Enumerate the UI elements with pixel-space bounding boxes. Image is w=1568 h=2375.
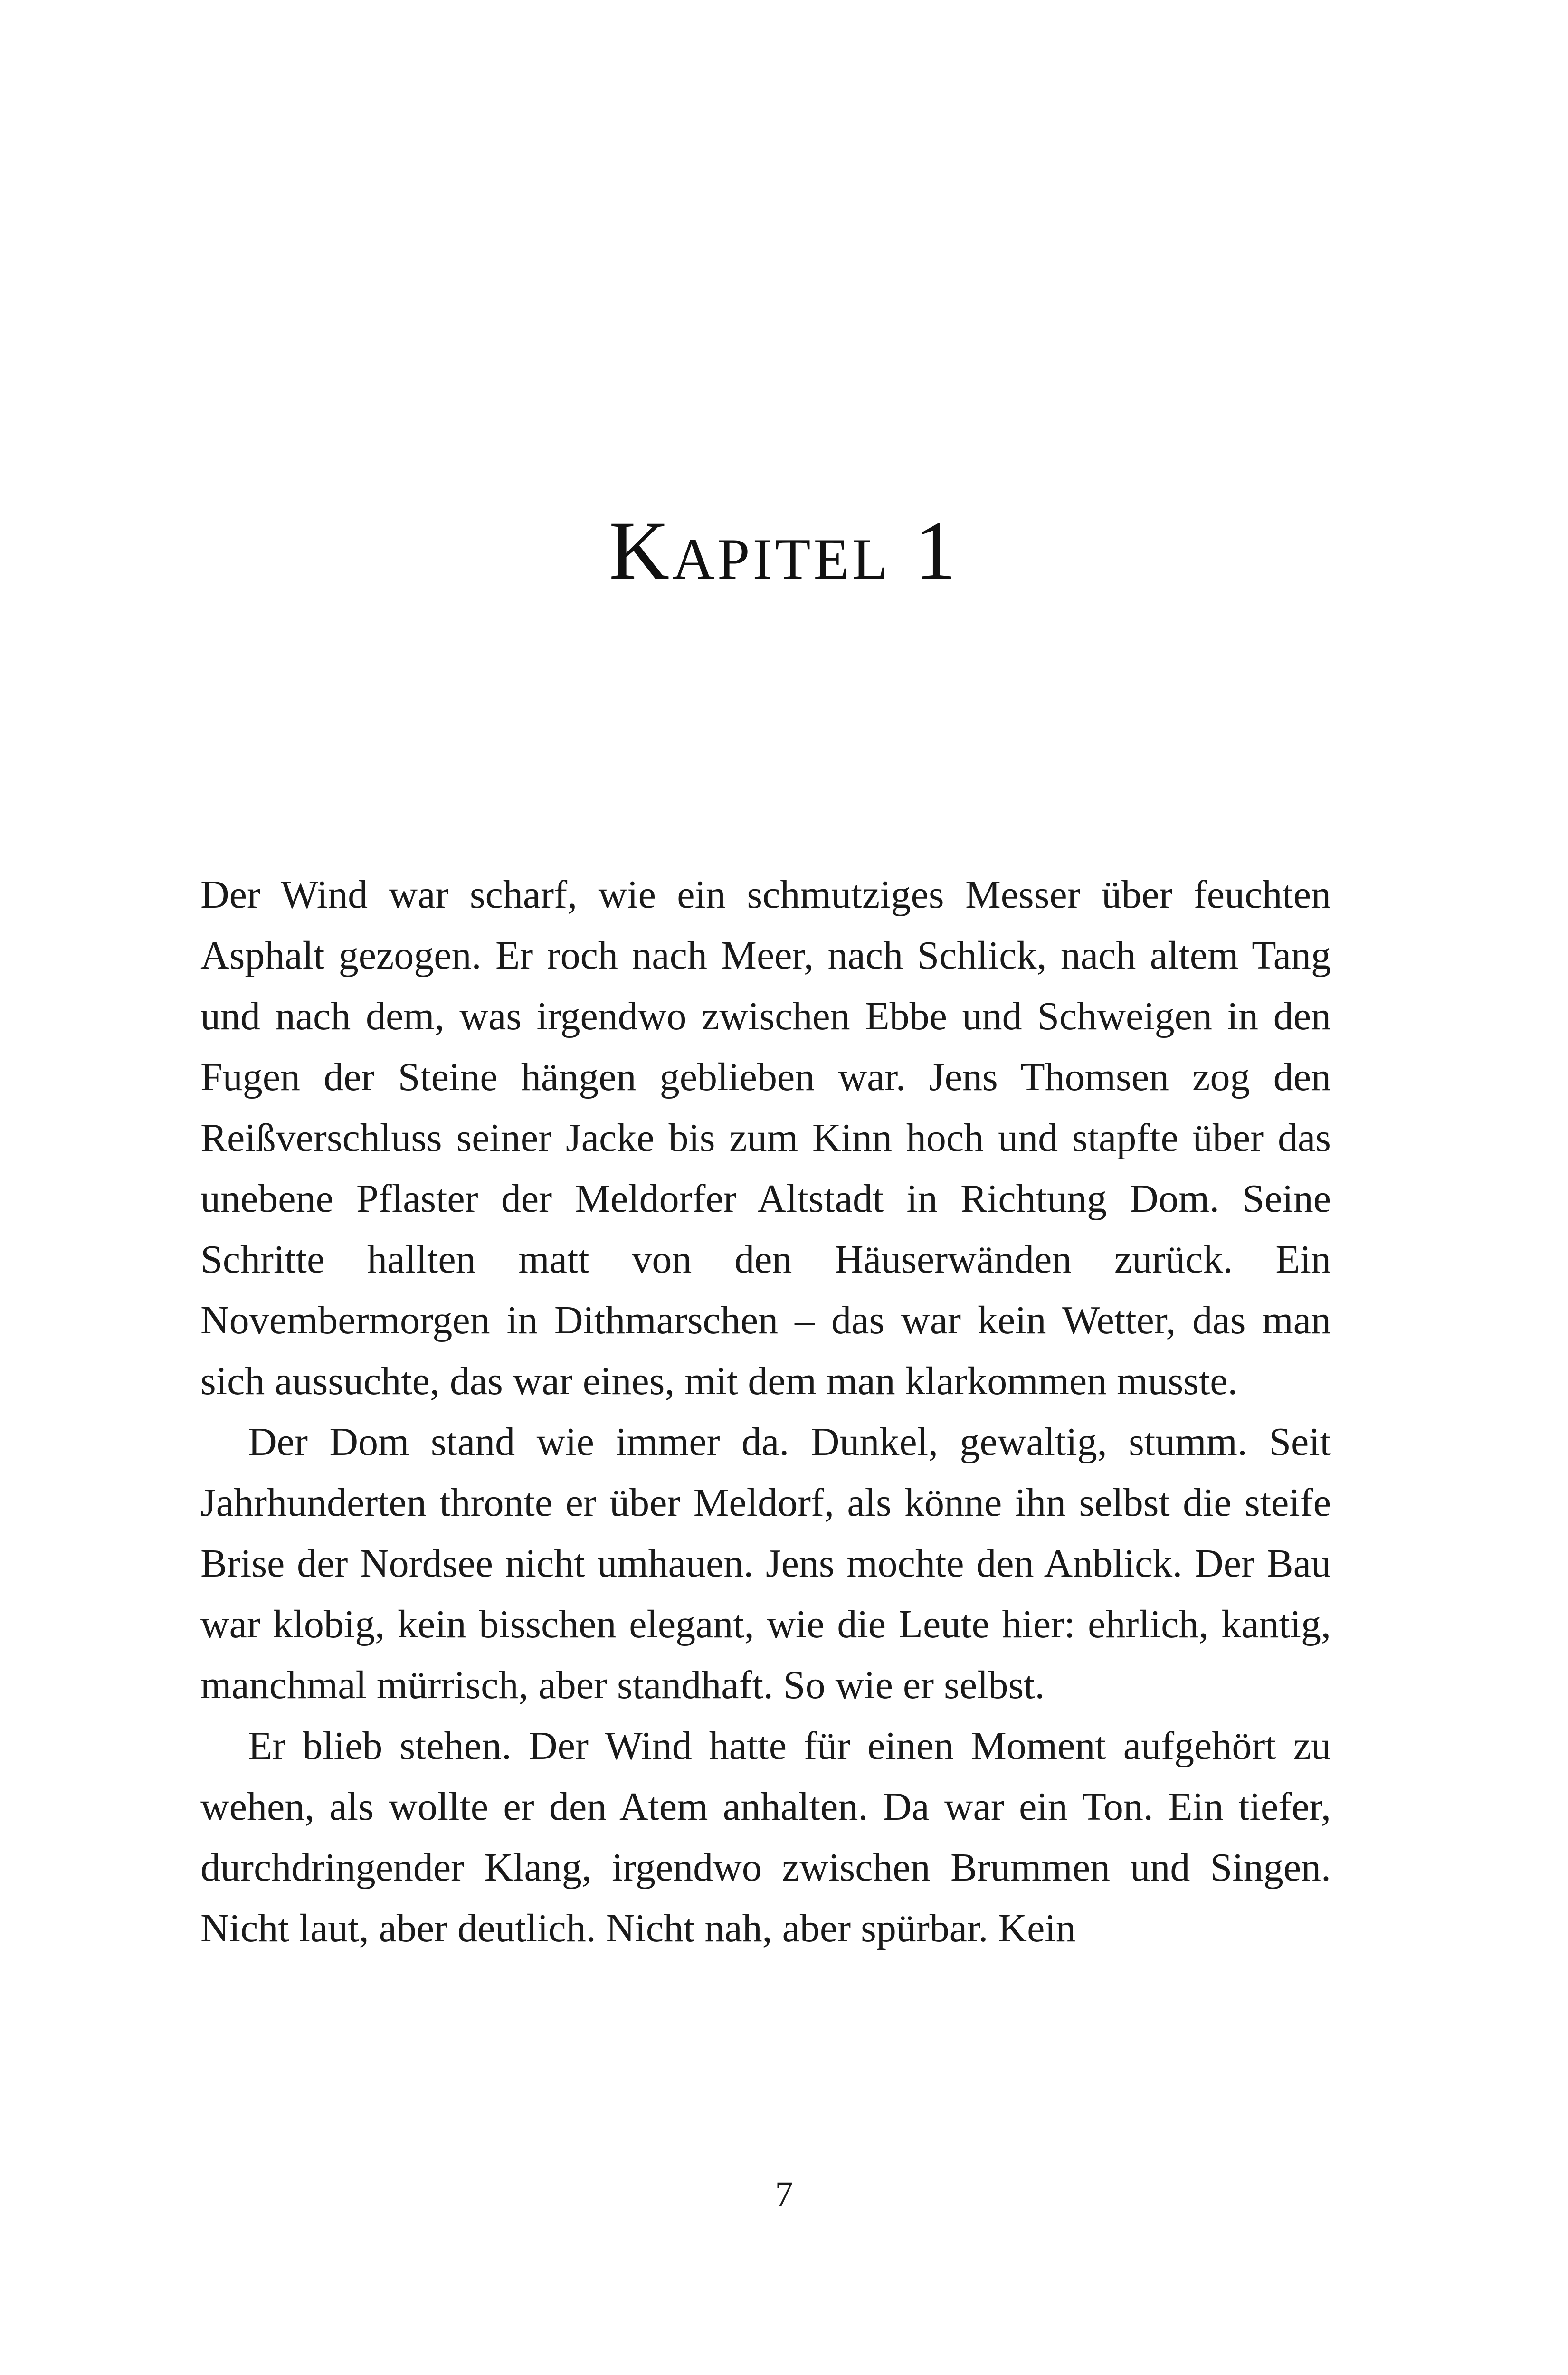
paragraph-1: Der Wind war scharf, wie ein schmutziges Messer über feuchten Asphalt gezogen. Er roch nach Meer, nach Schlick, nach altem Tang und nach dem, was irgendwo zwischen Ebbe und Schweigen in den Fugen der Steine hängen geblieben war. Jens Thomsen zog den Reißverschluss seiner Jacke bis zum Kinn hoch und stapfte über das unebene Pflaster der Meldorfer Altstadt in Richtung Dom. Seine Schritte hallten matt von den Häuserwänden zurück. Ein Novembermorgen in Dithmarschen – das war kein Wetter, das man sich aussuchte, das war eines, mit dem man klarkommen musste. xyxy=(200,873,1331,1403)
page-number: 7 xyxy=(775,2175,793,2214)
paragraph-3: Er blieb stehen. Der Wind hatte für einen Moment aufgehört zu wehen, als wollte er den Atem anhalten. Da war ein Ton. Ein tiefer, durchdringender Klang, irgendwo zwischen Brummen und Singen. Nicht laut, aber deutlich. Nicht nah, aber spürbar. Kein xyxy=(200,1724,1331,1950)
paragraph-2: Der Dom stand wie immer da. Dunkel, gewaltig, stumm. Seit Jahrhunderten thronte er über Meldorf, als könne ihn selbst die steife Brise der Nordsee nicht umhauen. Jens mochte den Anblick. Der Bau war klobig, kein bisschen elegant, wie die Leute hier: ehrlich, kantig, manchmal mürrisch, aber standhaft. So wie er selbst. xyxy=(200,1420,1331,1707)
chapter-title: Kapitel 1 xyxy=(609,504,959,597)
chapter-body xyxy=(200,864,1331,1959)
